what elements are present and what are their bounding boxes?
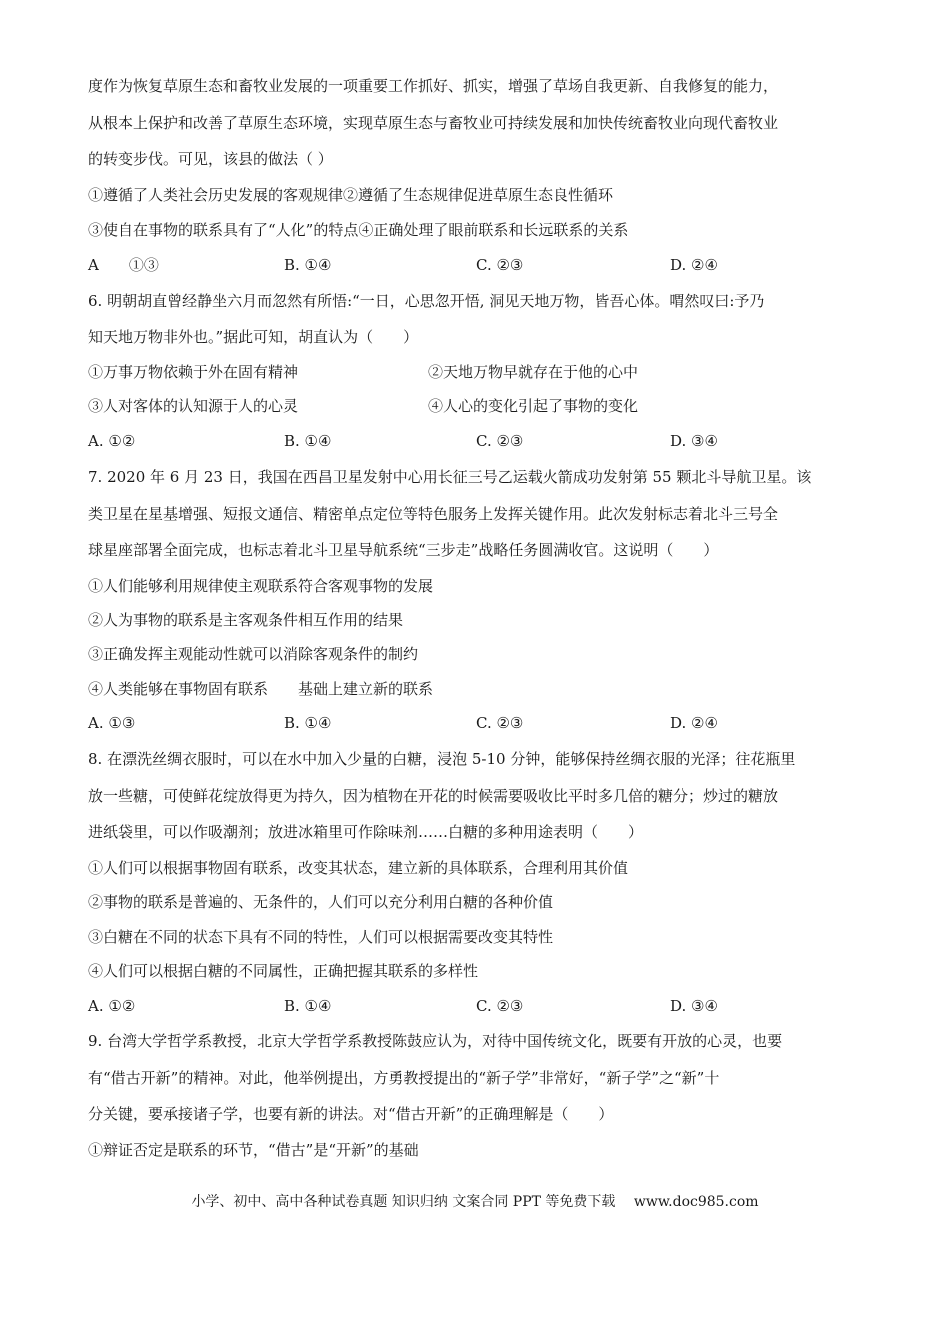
option-2: ②事物的联系是普遍的、无条件的，人们可以充分利用白糖的各种价值	[88, 893, 554, 911]
choice-b[interactable]: B. ①④	[284, 997, 332, 1015]
passage-line: 从根本上保护和改善了草原生态环境，实现草原生态与畜牧业可持续发展和加快传统畜牧业向现代畜牧业	[88, 114, 779, 132]
q6-stem: 知天地万物非外也。”据此可知，胡直认为（ ）	[88, 328, 419, 346]
choice-c[interactable]: C. ②③	[476, 714, 524, 732]
option-1: ①万事万物依赖于外在固有精神	[88, 363, 299, 381]
option-1: ①辩证否定是联系的环节，“借古”是“开新”的基础	[88, 1141, 419, 1159]
choice-a[interactable]: A ①③	[88, 256, 159, 274]
passage-line: 度作为恢复草原生态和畜牧业发展的一项重要工作抓好、抓实，增强了草场自我更新、自我修复的能力，	[88, 77, 779, 95]
q7-stem: 球星座部署全面完成，也标志着北斗卫星导航系统“三步走”战略任务圆满收官。这说明（ ）	[88, 541, 719, 559]
option-4: ④人类能够在事物固有联系 基础上建立新的联系	[88, 680, 434, 698]
q7-stem: 7. 2020 年 6 月 23 日，我国在西昌卫星发射中心用长征三号乙运载火箭成功发射第 55 颗北斗导航卫星。该	[88, 468, 812, 486]
option-1: ①人们可以根据事物固有联系，改变其状态，建立新的具体联系，合理利用其价值	[88, 859, 629, 877]
passage-line: 的转变步伐。可见，该县的做法（ ）	[88, 150, 333, 168]
option-4: ④人们可以根据白糖的不同属性，正确把握其联系的多样性	[88, 962, 479, 980]
option-2: ②人为事物的联系是主客观条件相互作用的结果	[88, 611, 404, 629]
q8-stem: 8. 在漂洗丝绸衣服时，可以在水中加入少量的白糖，浸泡 5-10 分钟，能够保持丝绸衣服的光泽；往花瓶里	[88, 750, 796, 768]
choice-b[interactable]: B. ①④	[284, 256, 332, 274]
choice-d[interactable]: D. ③④	[670, 997, 718, 1015]
q7-stem: 类卫星在星基增强、短报文通信、精密单点定位等特色服务上发挥关键作用。此次发射标志着北斗三号全	[88, 505, 779, 523]
choice-d[interactable]: D. ③④	[670, 432, 718, 450]
q8-stem: 放一些糖，可使鲜花绽放得更为持久，因为植物在开花的时候需要吸收比平时多几倍的糖分；炒过的糖放	[88, 787, 779, 805]
option-2: ②天地万物早就存在于他的心中	[428, 363, 639, 381]
option-3: ③白糖在不同的状态下具有不同的特性，人们可以根据需要改变其特性	[88, 928, 554, 946]
option-3: ③正确发挥主观能动性就可以消除客观条件的制约	[88, 645, 419, 663]
choice-c[interactable]: C. ②③	[476, 256, 524, 274]
q8-stem: 进纸袋里，可以作吸潮剂；放进冰箱里可作除味剂……白糖的多种用途表明（ ）	[88, 823, 644, 841]
option-3: ③人对客体的认知源于人的心灵	[88, 397, 299, 415]
q9-stem: 有“借古开新”的精神。对此，他举例提出，方勇教授提出的“新子学”非常好，“新子学”之“新”十	[88, 1069, 720, 1087]
option-1: ①人们能够利用规律使主观联系符合客观事物的发展	[88, 577, 434, 595]
choice-a[interactable]: A. ①②	[88, 432, 136, 450]
option-line: ③使自在事物的联系具有了“人化”的特点④正确处理了眼前联系和长远联系的关系	[88, 221, 629, 239]
q6-stem: 6. 明朝胡直曾经静坐六月而忽然有所悟:“一日，心思忽开悟, 洞见天地万物，皆吾心体。喟然叹曰:予乃	[88, 292, 765, 310]
option-4: ④人心的变化引起了事物的变化	[428, 397, 639, 415]
option-line: ①遵循了人类社会历史发展的客观规律②遵循了生态规律促进草原生态良性循环	[88, 186, 614, 204]
choice-a[interactable]: A. ①②	[88, 997, 136, 1015]
page-footer: 小学、初中、高中各种试卷真题 知识归纳 文案合同 PPT 等免费下载 www.doc985.com	[191, 1194, 759, 1210]
q9-stem: 9. 台湾大学哲学系教授，北京大学哲学系教授陈鼓应认为，对待中国传统文化，既要有开放的心灵，也要	[88, 1032, 783, 1050]
choice-d[interactable]: D. ②④	[670, 256, 718, 274]
choice-b[interactable]: B. ①④	[284, 432, 332, 450]
choice-d[interactable]: D. ②④	[670, 714, 718, 732]
choice-c[interactable]: C. ②③	[476, 432, 524, 450]
choice-a[interactable]: A. ①③	[88, 714, 136, 732]
choice-b[interactable]: B. ①④	[284, 714, 332, 732]
choice-c[interactable]: C. ②③	[476, 997, 524, 1015]
q9-stem: 分关键，要承接诸子学，也要有新的讲法。对“借古开新”的正确理解是（ ）	[88, 1105, 614, 1123]
